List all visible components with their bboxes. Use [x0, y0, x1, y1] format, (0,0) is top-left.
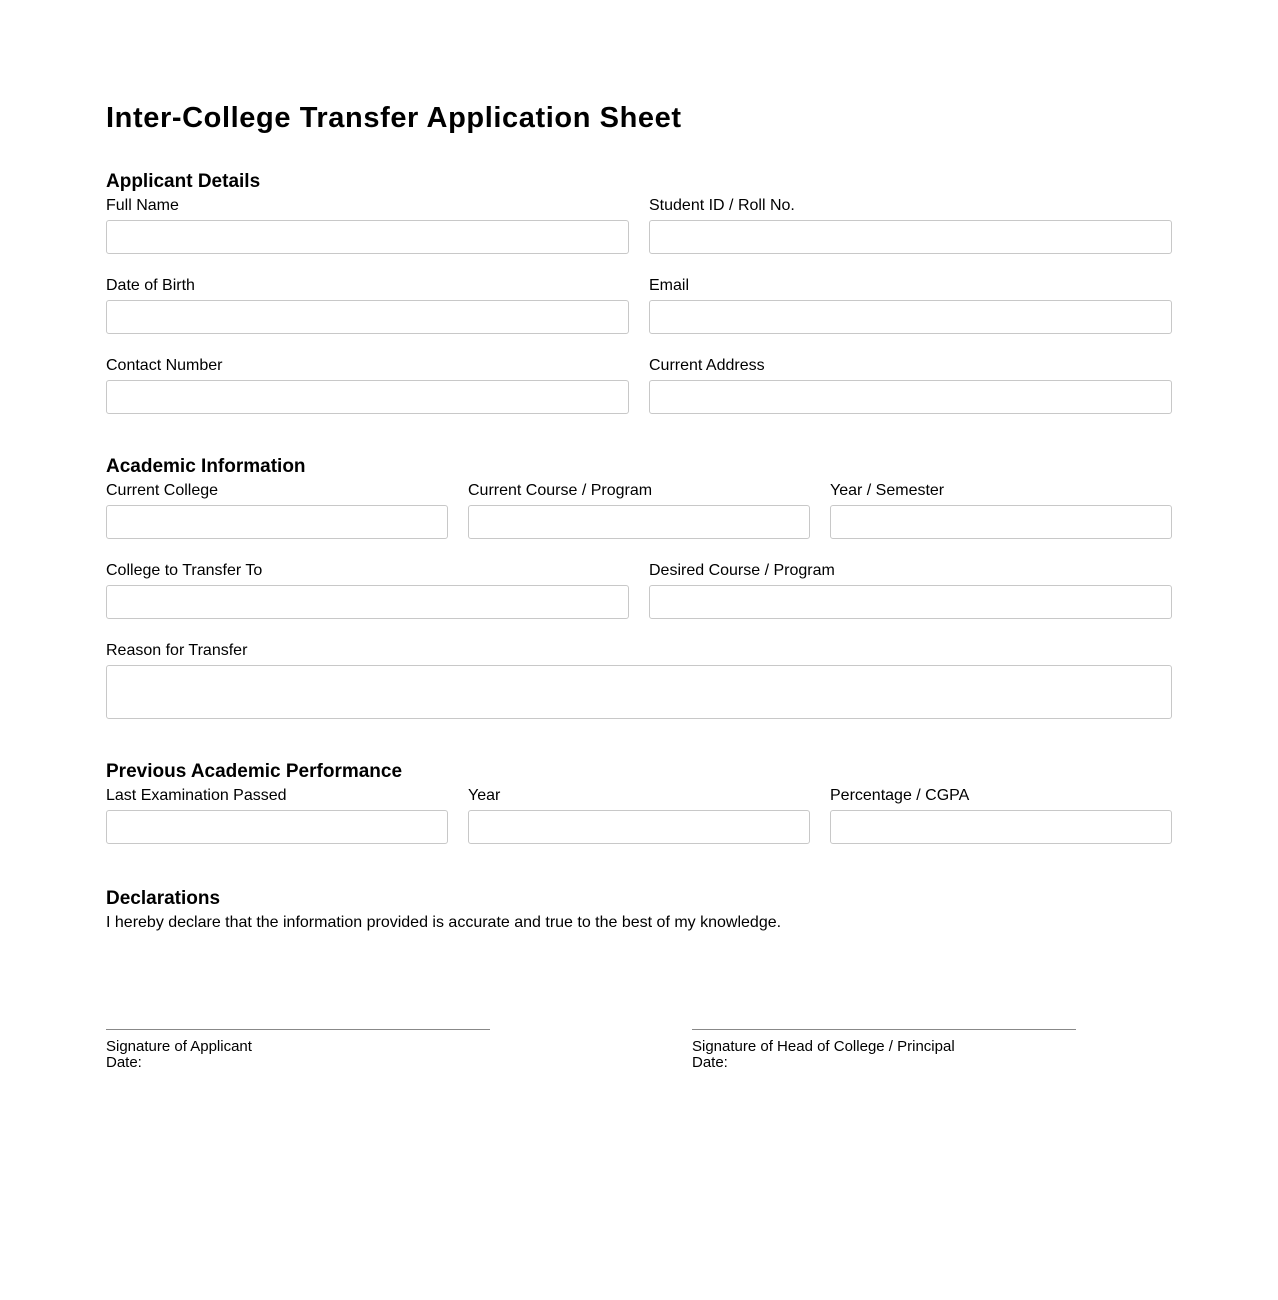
current-address-input[interactable] [649, 380, 1172, 414]
current-course-label: Current Course / Program [468, 482, 653, 499]
current-course-input[interactable] [468, 505, 810, 539]
full-name-label: Full Name [106, 197, 179, 214]
last-exam-input[interactable] [106, 810, 448, 844]
signature-line [106, 1029, 490, 1030]
signature-applicant-block [106, 1029, 490, 1071]
last-exam-label: Last Examination Passed [106, 787, 287, 804]
section-heading: Applicant Details [106, 171, 261, 192]
dob-input[interactable] [106, 300, 629, 334]
email-label: Email [649, 277, 690, 294]
year-semester-label: Year / Semester [830, 482, 945, 499]
signature-principal-block [692, 1029, 1076, 1071]
desired-course-label: Desired Course / Program [649, 562, 835, 579]
signature-applicant-date-label: Date: [106, 1054, 142, 1071]
section-applicant-details [106, 171, 1172, 414]
dob-label: Date of Birth [106, 277, 195, 294]
section-heading: Declarations [106, 888, 221, 909]
current-college-input[interactable] [106, 505, 448, 539]
signature-principal-label: Signature of Head of College / Principal [692, 1038, 955, 1055]
current-address-label: Current Address [649, 357, 765, 374]
transfer-college-label: College to Transfer To [106, 562, 263, 579]
student-id-input[interactable] [649, 220, 1172, 254]
year-label: Year [468, 787, 501, 804]
section-academic-information [106, 456, 1172, 719]
signature-principal-date-label: Date: [692, 1054, 728, 1071]
year-input[interactable] [468, 810, 810, 844]
percentage-label: Percentage / CGPA [830, 787, 970, 804]
section-heading: Academic Information [106, 456, 306, 477]
signature-line [692, 1029, 1076, 1030]
section-previous-performance [106, 761, 1172, 844]
signature-applicant-label: Signature of Applicant [106, 1038, 252, 1055]
reason-label: Reason for Transfer [106, 642, 248, 659]
percentage-input[interactable] [830, 810, 1172, 844]
declaration-text: I hereby declare that the information provided is accurate and true to the best of my knowledge. [106, 914, 782, 931]
transfer-college-input[interactable] [106, 585, 629, 619]
current-college-label: Current College [106, 482, 219, 499]
full-name-input[interactable] [106, 220, 629, 254]
section-heading: Previous Academic Performance [106, 761, 403, 782]
email-input[interactable] [649, 300, 1172, 334]
year-semester-input[interactable] [830, 505, 1172, 539]
section-declarations [106, 888, 1172, 932]
reason-textarea[interactable] [106, 665, 1172, 719]
page-title: Inter-College Transfer Application Sheet [106, 102, 682, 134]
desired-course-input[interactable] [649, 585, 1172, 619]
student-id-label: Student ID / Roll No. [649, 197, 795, 214]
contact-number-input[interactable] [106, 380, 629, 414]
contact-number-label: Contact Number [106, 357, 223, 374]
